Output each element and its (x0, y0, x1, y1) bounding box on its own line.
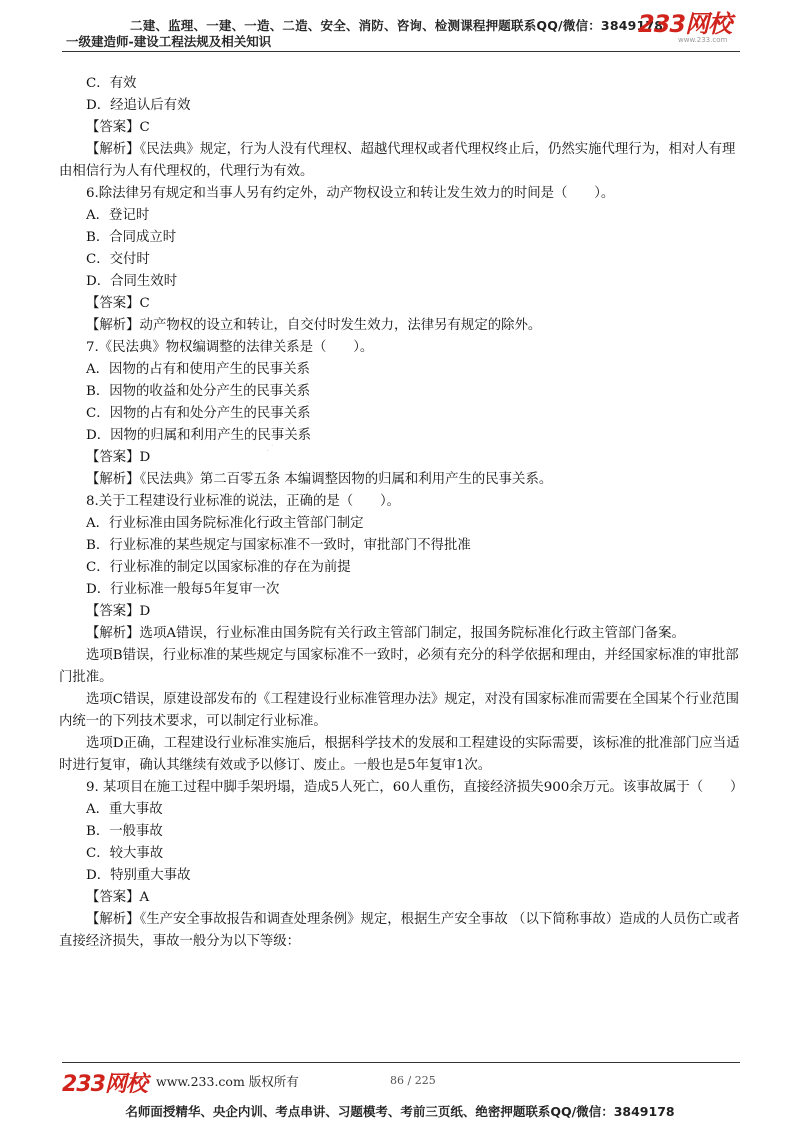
question-line: 6.除法律另有规定和当事人另有约定外，动产物权设立和转让发生效力的时间是（ ）。 (86, 186, 615, 201)
option-line: B．行业标准的某些规定与国家标准不一致时，审批部门不得批准 (86, 538, 471, 553)
header-subject-title: 一级建造师-建设工程法规及相关知识 (66, 34, 272, 49)
option-line: A．重大事故 (86, 802, 163, 817)
logo-text: 233网校 (638, 10, 732, 38)
explanation-paragraph: 【解析】动产物权的设立和转让，自交付时发生效力，法律另有规定的除外。 (86, 318, 542, 333)
option-line: B．合同成立时 (86, 230, 177, 245)
option-line: A．行业标准由国务院标准化行政主管部门制定 (86, 516, 364, 531)
explanation-paragraph: 选项D正确，工程建设行业标准实施后，根据科学技术的发展和工程建设的实际需要，该标准的批准部门应当适时进行复审，确认其继续有效或予以修订、废止。一般也是5年复审1次。 (59, 736, 740, 773)
question-line: 7.《民法典》物权编调整的法律关系是（ ）。 (86, 340, 374, 355)
answer-line: 【答案】C (86, 296, 150, 311)
footer-divider (62, 1062, 740, 1063)
footer-promo-line: 名师面授精华、央企内训、考点串讲、习题模考、考前三页纸、绝密押题联系QQ/微信：3849178 (125, 1104, 675, 1119)
option-line: C．行业标准的制定以国家标准的存在为前提 (86, 560, 351, 575)
option-line: C．交付时 (86, 252, 150, 267)
option-line: C．因物的占有和处分产生的民事关系 (86, 406, 311, 421)
option-line: D．因物的归属和利用产生的民事关系 (86, 428, 311, 443)
logo-url: www.233.com (678, 36, 728, 44)
page-header (0, 0, 800, 56)
option-line: A．因物的占有和使用产生的民事关系 (86, 362, 310, 377)
explanation-paragraph: 选项B错误，行业标准的某些规定与国家标准不一致时，必须有充分的科学依据和理由，并经国家标准的审批部门批准。 (59, 648, 739, 685)
option-line: D．经追认后有效 (86, 98, 191, 113)
answer-line: 【答案】C (86, 120, 150, 135)
header-divider (62, 51, 740, 52)
answer-line: 【答案】D (86, 450, 151, 465)
answer-line: 【答案】A (86, 890, 150, 905)
explanation-paragraph: 选项C错误，原建设部发布的《工程建设行业标准管理办法》规定，对没有国家标准而需要在全国某个行业范围内统一的下列技术要求，可以制定行业标准。 (59, 692, 739, 729)
option-line: B．一般事故 (86, 824, 163, 839)
footer-logo: 233网校 (62, 1072, 147, 1097)
header-contact-line: 二建、监理、一建、一造、二造、安全、消防、咨询、检测课程押题联系QQ/微信：3849178 (130, 18, 664, 33)
explanation-paragraph: 【解析】《民法典》规定，行为人没有代理权、超越代理权或者代理权终止后，仍然实施代理行为，相对人有理由相信行为人有代理权的，代理行为有效。 (59, 142, 736, 179)
explanation-paragraph: 【解析】选项A错误，行业标准由国务院有关行政主管部门制定，报国务院标准化行政主管部门备案。 (86, 626, 685, 641)
page-number: 86 / 225 (390, 1074, 436, 1087)
question-line: 8.关于工程建设行业标准的说法，正确的是（ ）。 (86, 494, 401, 509)
answer-line: 【答案】D (86, 604, 151, 619)
option-line: D．合同生效时 (86, 274, 178, 289)
option-line: D．特别重大事故 (86, 868, 191, 883)
explanation-paragraph: 【解析】《民法典》第二百零五条 本编调整因物的归属和利用产生的民事关系。 (86, 472, 553, 487)
option-line: A．登记时 (86, 208, 150, 223)
document-body (59, 73, 746, 953)
explanation-paragraph: 【解析】《生产安全事故报告和调查处理条例》规定，根据生产安全事故 （以下简称事故）造成的人员伤亡或者直接经济损失，事故一般分为以下等级： (59, 912, 740, 949)
watermark: · · · · · · · · · · (261, 396, 315, 457)
footer-copyright: www.233.com 版权所有 (156, 1074, 299, 1089)
option-line: C．较大事故 (86, 846, 164, 861)
question-paragraph: 9. 某项目在施工过程中脚手架坍塌，造成5人死亡，60人重伤，直接经济损失900余万元。该事故属于（ ） (86, 780, 744, 795)
option-line: D．行业标准一般每5年复审一次 (86, 582, 280, 597)
option-line: B．因物的收益和处分产生的民事关系 (86, 384, 311, 399)
option-line: C．有效 (86, 76, 137, 91)
brand-logo (638, 12, 738, 46)
